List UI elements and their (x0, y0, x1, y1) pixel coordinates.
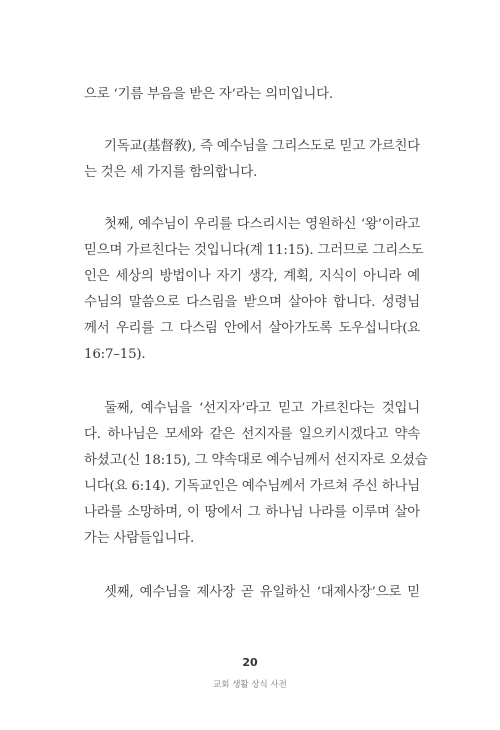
text-line: 기독교(基督敎), 즉 예수님을 그리스도로 믿고 가르친다 (104, 139, 420, 154)
text-line: 하셨고(신 18:15), 그 약속대로 예수님께서 선지자로 오셨습 (84, 453, 428, 468)
text-line: 나라를 소망하며, 이 땅에서 그 하나님 나라를 이루며 살아 (84, 505, 420, 520)
running-footer-title: 교회 생활 상식 사전 (213, 680, 287, 690)
text-line: 가는 사람들입니다. (84, 531, 194, 546)
text-line: 인은 세상의 방법이나 자기 생각, 계획, 지식이 아니라 예 (84, 269, 420, 284)
text-line: 는 것은 세 가지를 함의합니다. (84, 165, 258, 180)
text-line: 16:7–15). (84, 347, 146, 362)
text-line: 믿으며 가르친다는 것입니다(계 11:15). 그러므로 그리스도 (84, 243, 424, 258)
text-line: 께서 우리를 그 다스림 안에서 살아가도록 도우십니다(요 (84, 321, 420, 336)
text-line: 둘째, 예수님을 ‘선지자’라고 믿고 가르친다는 것입니 (104, 401, 420, 416)
text-line: 니다(요 6:14). 기독교인은 예수님께서 가르쳐 주신 하나님 (84, 479, 420, 494)
page-number: 20 (242, 656, 258, 669)
text-line: 다. 하나님은 모세와 같은 선지자를 일으키시겠다고 약속 (84, 427, 420, 442)
text-line: 셋째, 예수님을 제사장 곧 유일하신 ‘대제사장’으로 믿 (104, 585, 420, 600)
text-line: 수님의 말씀으로 다스림을 받으며 살아야 합니다. 성령님 (84, 295, 420, 310)
text-line: 으로 ‘기름 부음을 받은 자’라는 의미입니다. (84, 87, 333, 102)
text-line: 첫째, 예수님이 우리를 다스리시는 영원하신 ‘왕’이라고 (104, 217, 420, 232)
